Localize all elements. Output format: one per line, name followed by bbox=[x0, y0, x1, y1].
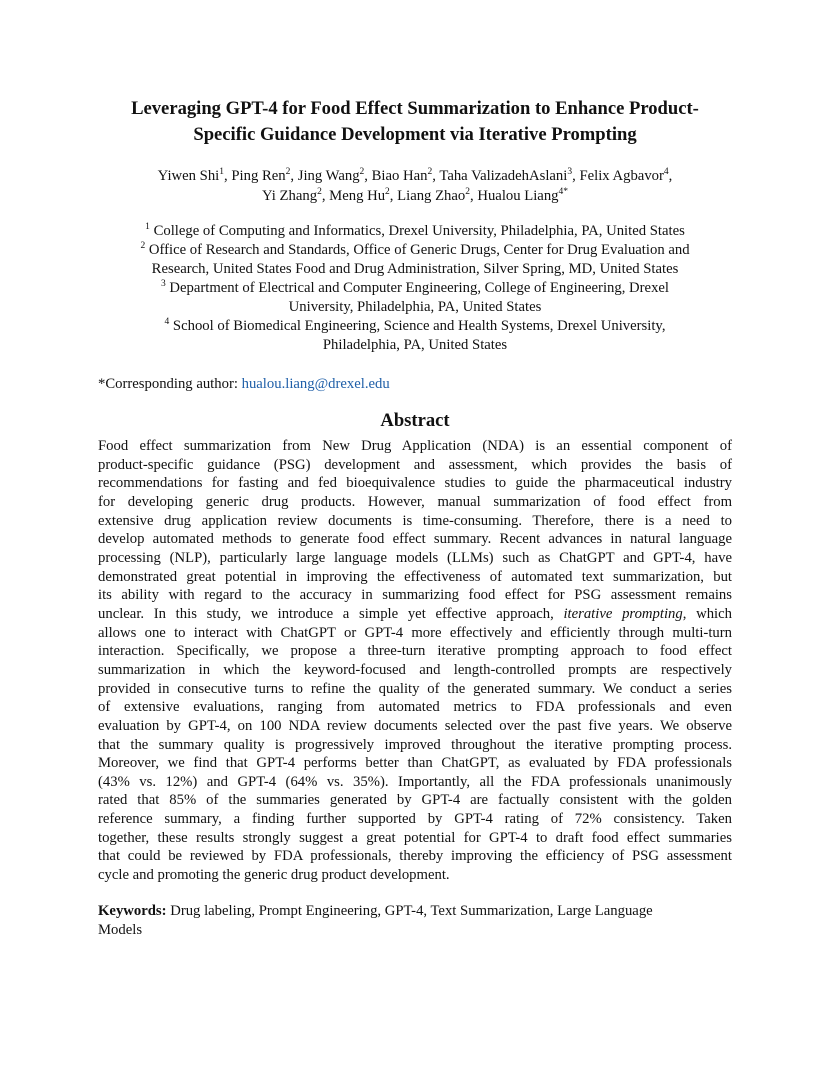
corresponding-email-link[interactable]: hualou.liang@drexel.edu bbox=[241, 376, 390, 392]
corresponding-author bbox=[98, 375, 732, 394]
author-affiliation-marker: 2 bbox=[285, 166, 291, 177]
author-affiliation-marker: 4* bbox=[558, 186, 569, 197]
abstract-line: Food effect summarization from New Drug Application (NDA) is an essential component of bbox=[98, 438, 732, 454]
affiliation-text: Philadelphia, PA, United States bbox=[322, 337, 508, 353]
abstract-line: that could be reviewed by FDA professionals, thereby improving the efficiency of PSG assessment bbox=[98, 848, 732, 865]
abstract-line: extensive drug application review documents is time-consuming. Therefore, there is a need to bbox=[98, 512, 732, 529]
affiliation-line bbox=[98, 298, 732, 317]
affiliation-text: Department of Electrical and Computer Engineering, College of Engineering, Drexel bbox=[169, 280, 670, 296]
keywords bbox=[98, 902, 732, 940]
author-affiliation-marker: 2 bbox=[317, 186, 322, 197]
abstract-line: together, these results strongly suggest a great potential for GPT-4 to draft food effect summaries bbox=[98, 829, 732, 846]
affiliation-text: School of Biomedical Engineering, Science and Health Systems, Drexel University, bbox=[172, 318, 666, 334]
author-name: Hualou Liang bbox=[477, 188, 559, 204]
abstract-line: its ability with regard to the accuracy in summarizing food effect for PSG assessment remains bbox=[98, 587, 732, 604]
keywords-line: Models bbox=[98, 921, 143, 938]
affiliation-text: College of Computing and Informatics, Drexel University, Philadelphia, PA, United States bbox=[153, 223, 685, 239]
keywords-text: Drug labeling, Prompt Engineering, GPT-4, Text Summarization, Large Language bbox=[166, 902, 653, 919]
author-name: Jing Wang bbox=[297, 168, 360, 184]
affiliation-line bbox=[98, 222, 732, 241]
abstract-line: recommendations for fasting and fed bioequivalence studies to guide the pharmaceutical industry bbox=[98, 475, 732, 492]
abstract-line: allows one to interact with ChatGPT or GPT-4 more effectively and efficiently through multi-turn bbox=[98, 624, 732, 641]
abstract-emphasis: iterative prompting bbox=[563, 605, 683, 622]
affiliation-text: University, Philadelphia, PA, United States bbox=[288, 299, 542, 315]
author-name: Biao Han bbox=[371, 168, 428, 184]
abstract-line: product-specific guidance (PSG) development and assessment, which provides the basis of bbox=[98, 456, 732, 473]
affiliation-text: Research, United States Food and Drug Administration, Silver Spring, MD, United States bbox=[151, 261, 679, 277]
author-line: Yi Zhang$^2$, Meng Hu$^2$, Liang Zhao$^2$, Hualou Liang$^{4*}$ bbox=[261, 186, 569, 204]
affiliation-line bbox=[98, 241, 732, 260]
title-line: Specific Guidance Development via Iterative Prompting bbox=[193, 124, 637, 145]
abstract-line: of extensive evaluations, ranging from automated metrics to FDA professionals and even bbox=[98, 699, 732, 716]
author-affiliation-marker: 2 bbox=[359, 166, 365, 177]
abstract-line: (43% vs. 12%) and GPT-4 (64% vs. 35%). Importantly, all the FDA professionals unanimously bbox=[98, 773, 732, 790]
abstract-line: processing (NLP), particularly large language models (LLMs) such as ChatGPT and GPT-4, have bbox=[98, 549, 732, 566]
affiliation-marker: 3 bbox=[160, 278, 166, 289]
affiliation-list bbox=[98, 222, 732, 355]
affiliation-line bbox=[98, 279, 732, 298]
author-affiliation-marker: 1 bbox=[219, 166, 225, 177]
abstract-line: Moreover, we find that GPT-4 performs better than ChatGPT, as evaluated by FDA professionals bbox=[98, 755, 732, 772]
abstract-line: summarization in which the keyword-focused and length-controlled prompts are respectively bbox=[98, 661, 732, 678]
author-line: Yiwen Shi$^1$, Ping Ren$^2$, Jing Wang$^2$, Biao Han$^2$, Taha ValizadehAslani$^3$, Felix Agbavor$^4$, bbox=[157, 166, 673, 184]
corresponding-label: *Corresponding author: bbox=[98, 376, 242, 392]
abstract-line: interaction. Specifically, we propose a three-turn iterative prompting approach to food effect bbox=[98, 643, 732, 660]
affiliation-line bbox=[98, 260, 732, 279]
keywords-line bbox=[98, 902, 732, 921]
affiliation-line bbox=[98, 336, 732, 355]
author-name: Yiwen Shi bbox=[157, 168, 220, 184]
abstract-line: provided in consecutive turns to refine the quality of the generated summary. We conduct a series bbox=[98, 680, 732, 697]
abstract-line: cycle and promoting the generic drug product development. bbox=[98, 867, 450, 884]
affiliation-line bbox=[98, 317, 732, 336]
abstract-body bbox=[98, 437, 732, 885]
affiliation-marker: 2 bbox=[140, 240, 146, 251]
abstract-line: for developing generic drug products. However, manual summarization of food effect from bbox=[98, 493, 732, 510]
author-name: Ping Ren bbox=[231, 168, 286, 184]
abstract-line: evaluation by GPT-4, on 100 NDA review documents selected over the past five years. We observe bbox=[98, 717, 732, 734]
abstract-line: demonstrated great potential in improving the effectiveness of automated text summarization, but bbox=[98, 568, 732, 585]
author-list bbox=[98, 166, 732, 206]
paper-title bbox=[98, 96, 732, 148]
abstract-line: develop automated methods to generate food effect summary. Recent advances in natural language bbox=[98, 531, 732, 548]
author-affiliation-marker: 3 bbox=[567, 166, 573, 177]
author-name: Taha ValizadehAslani bbox=[439, 168, 568, 184]
author-affiliation-marker: 2 bbox=[385, 186, 390, 197]
author-name: Yi Zhang bbox=[261, 188, 318, 204]
author-affiliation-marker: 4 bbox=[663, 166, 669, 177]
author-name: Felix Agbavor bbox=[579, 168, 664, 184]
affiliation-marker: 4 bbox=[164, 316, 170, 327]
abstract-line: that the summary quality is progressively improved throughout the iterative prompting process. bbox=[98, 736, 732, 753]
author-affiliation-marker: 2 bbox=[427, 166, 433, 177]
abstract-line: unclear. In this study, we introduce a simple yet effective approach, iterative prompting, which bbox=[98, 605, 732, 622]
author-name: Meng Hu bbox=[329, 188, 386, 204]
author-name: Liang Zhao bbox=[397, 188, 466, 204]
author-affiliation-marker: 2 bbox=[465, 186, 470, 197]
abstract-heading: Abstract bbox=[380, 410, 450, 431]
affiliation-marker: 1 bbox=[145, 221, 150, 232]
paper-page bbox=[98, 96, 732, 940]
abstract-line: rated that 85% of the summaries generated by GPT-4 are factually consistent with the golden bbox=[98, 792, 732, 809]
title-line: Leveraging GPT-4 for Food Effect Summarization to Enhance Product- bbox=[131, 98, 699, 119]
abstract-line: reference summary, a finding further supported by GPT-4 rating of 72% consistency. Taken bbox=[98, 811, 732, 828]
affiliation-text: Office of Research and Standards, Office of Generic Drugs, Center for Drug Evaluation and bbox=[148, 242, 690, 258]
keywords-label: Keywords: bbox=[98, 902, 167, 919]
